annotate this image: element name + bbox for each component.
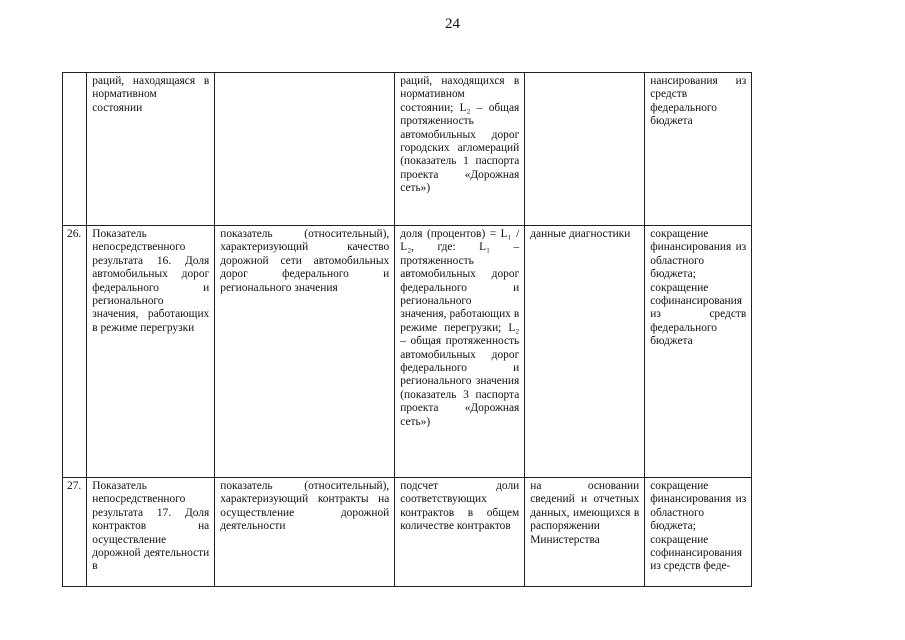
- cell-definition: [215, 73, 395, 226]
- table-row: [63, 226, 752, 478]
- cell-definition: показатель (относительный), характеризующий контракты на осуществление дорожной деятельности: [215, 478, 395, 587]
- cell-calculation-method: доля (процентов) = L₁ / L₂, где: L₁ – протяженность автомобильных дорог федерального и регионального значения, работающих в режиме перегрузки; L₂ – общая протяженность автомобильных дорог федерального и регионального значения (показатель 3 паспорта проекта «Дорожная сеть»): [395, 226, 525, 478]
- cell-consequences: сокращение финансирования из областного бюджета; сокращение софинансирования из средств федерального бюджета: [645, 226, 752, 478]
- indicators-table: [62, 72, 752, 587]
- cell-definition: показатель (относительный), характеризующий качество дорожной сети автомобильных дорог федерального и регионального значения: [215, 226, 395, 478]
- cell-indicator-name: раций, находящаяся в нормативном состоянии: [87, 73, 215, 226]
- table-row: [63, 73, 752, 226]
- cell-data-source: [525, 73, 645, 226]
- cell-number: 27.: [63, 478, 87, 587]
- page-number: 24: [445, 16, 460, 32]
- cell-consequences: нансирования из средств федерального бюджета: [645, 73, 752, 226]
- table-row: [63, 478, 752, 587]
- cell-calculation-method: раций, находящихся в нормативном состоянии; L₂ – общая протяженность автомобильных дорог городских агломераций (показатель 1 паспорта проекта «Дорожная сеть»): [395, 73, 525, 226]
- cell-number: 26.: [63, 226, 87, 478]
- cell-consequences: сокращение финансирования из областного бюджета; сокращение софинансирования из средств феде-: [645, 478, 752, 587]
- cell-data-source: данные диагностики: [525, 226, 645, 478]
- cell-calculation-method: подсчет доли соответствующих контрактов в общем количестве контрактов: [395, 478, 525, 587]
- cell-data-source: на основании сведений и отчетных данных, имеющихся в распоряжении Министерства: [525, 478, 645, 587]
- cell-number: [63, 73, 87, 226]
- cell-indicator-name: Показатель непосредственного результата 17. Доля контрактов на осуществление дорожной деятельности в: [87, 478, 215, 587]
- cell-indicator-name: Показатель непосредственного результата 16. Доля автомобильных дорог федерального и регионального значения, работающих в режиме перегрузки: [87, 226, 215, 478]
